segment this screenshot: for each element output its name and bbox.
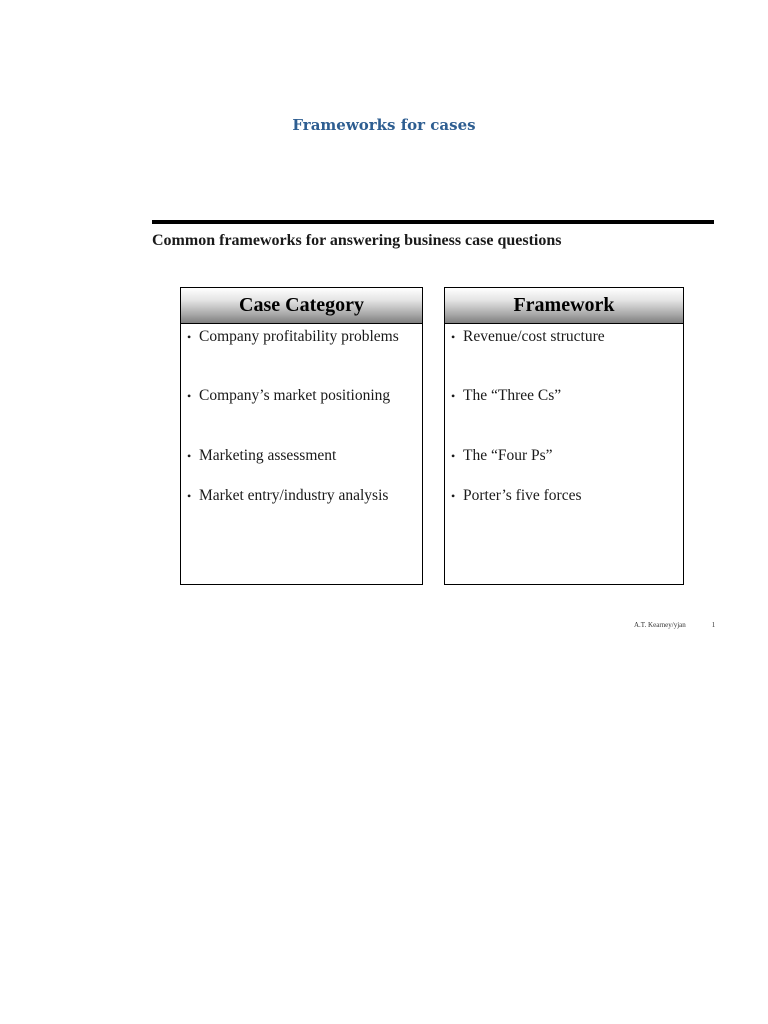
list-item-text: The “Three Cs” [463, 387, 562, 404]
slide-footer [634, 621, 715, 629]
slide-image [152, 218, 714, 638]
list-item [187, 446, 418, 466]
bullet-icon: • [187, 389, 192, 403]
list-item-text: Marketing assessment [199, 447, 337, 464]
list-item-text: Market entry/industry analysis [199, 487, 389, 504]
framework-panel [444, 287, 684, 585]
bullet-icon: • [187, 489, 192, 503]
bullet-icon: • [451, 489, 456, 503]
slide-heading: Common frameworks for answering business case questions [152, 232, 562, 249]
list-item-text: Porter’s five forces [463, 487, 582, 504]
page-number: 1 [711, 621, 716, 629]
list-item [451, 486, 679, 506]
list-item-text: Revenue/cost structure [463, 328, 605, 345]
bullet-icon: • [451, 449, 456, 463]
footer-author: A.T. Kearney/yjan [634, 621, 686, 629]
list-item [187, 386, 418, 406]
list-item [451, 327, 679, 347]
case-category-panel [180, 287, 423, 585]
slide-top-rule [152, 220, 714, 224]
list-item [451, 446, 679, 466]
bullet-icon: • [187, 330, 192, 344]
list-item [187, 486, 418, 506]
list-item [187, 327, 418, 347]
list-item-text: Company’s market positioning [199, 387, 391, 404]
list-item-text: The “Four Ps” [463, 447, 553, 464]
list-item-text: Company profitability problems [199, 328, 399, 345]
bullet-icon: • [187, 449, 192, 463]
document-title: Frameworks for cases [292, 116, 476, 134]
framework-header: Framework [445, 288, 683, 324]
bullet-icon: • [451, 389, 456, 403]
list-item [451, 386, 679, 406]
case-category-header: Case Category [181, 288, 422, 324]
bullet-icon: • [451, 330, 456, 344]
